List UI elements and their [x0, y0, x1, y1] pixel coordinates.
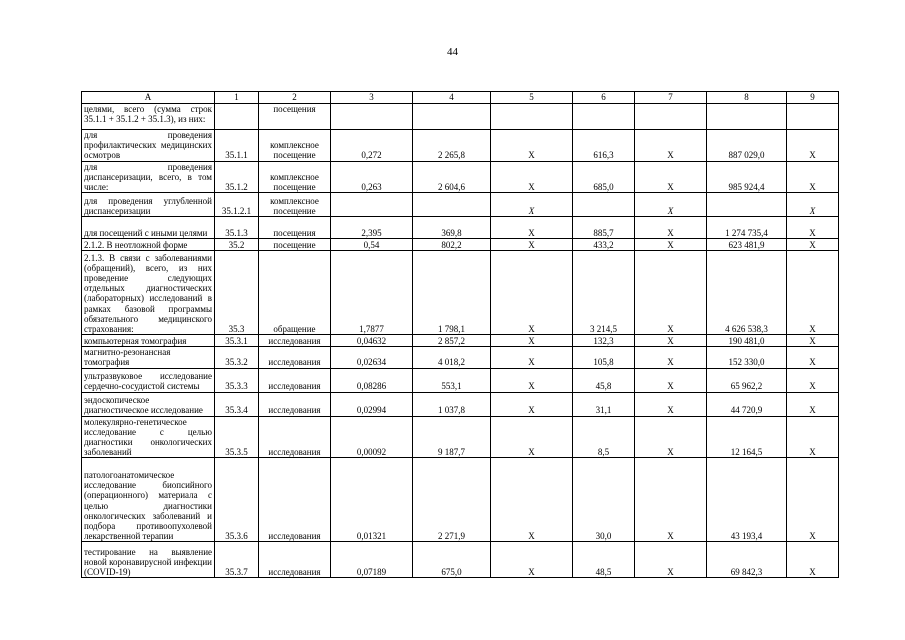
cell-v6: 105,8 — [573, 347, 635, 368]
column-header: 9 — [787, 92, 839, 104]
cell-v6: 8,5 — [573, 416, 635, 458]
row-name-cell: для посещений с иными целями — [82, 217, 215, 239]
cell-v4: 675,0 — [413, 542, 491, 578]
cell-v8: 12 164,5 — [707, 416, 787, 458]
cell-v7: Х — [635, 193, 707, 217]
column-header: 1 — [215, 92, 259, 104]
row-name-cell: магнитно-резонансная томография — [82, 347, 215, 368]
table-row — [82, 458, 839, 542]
cell-v6: 616,3 — [573, 130, 635, 162]
cell-v6: 433,2 — [573, 239, 635, 251]
cell-v5: Х — [491, 217, 573, 239]
table-row — [82, 161, 839, 193]
cell-unit: исследования — [259, 368, 331, 392]
cell-v8: 65 962,2 — [707, 368, 787, 392]
cell-code: 35.3.5 — [215, 416, 259, 458]
table-row — [82, 104, 839, 130]
row-name-cell: эндоскопическое диагностическое исследование — [82, 392, 215, 416]
cell-v5: Х — [491, 416, 573, 458]
cell-v7: Х — [635, 416, 707, 458]
cell-v4: 369,8 — [413, 217, 491, 239]
cell-v9: Х — [787, 239, 839, 251]
cell-code: 35.3.3 — [215, 368, 259, 392]
cell-v3: 0,01321 — [331, 458, 413, 542]
cell-v5: Х — [491, 458, 573, 542]
cell-unit: исследования — [259, 347, 331, 368]
cell-v8 — [707, 104, 787, 130]
cell-v3 — [331, 193, 413, 217]
cell-v4: 553,1 — [413, 368, 491, 392]
cell-v7: Х — [635, 368, 707, 392]
cell-unit: обращение — [259, 251, 331, 335]
table-row — [82, 193, 839, 217]
cell-code: 35.1.2 — [215, 161, 259, 193]
cell-v8: 1 274 735,4 — [707, 217, 787, 239]
cell-v8: 623 481,9 — [707, 239, 787, 251]
cell-v6: 885,7 — [573, 217, 635, 239]
table-row — [82, 251, 839, 335]
table-row — [82, 239, 839, 251]
row-name-cell: для проведения профилактических медицинских осмотров — [82, 130, 215, 162]
table-row — [82, 368, 839, 392]
cell-v4: 2 604,6 — [413, 161, 491, 193]
cell-v8: 69 842,3 — [707, 542, 787, 578]
cell-v5: Х — [491, 542, 573, 578]
cell-v8: 44 720,9 — [707, 392, 787, 416]
cell-v3: 2,395 — [331, 217, 413, 239]
cell-v6 — [573, 193, 635, 217]
cell-v4: 9 187,7 — [413, 416, 491, 458]
cell-v9: Х — [787, 335, 839, 347]
cell-v3: 0,00092 — [331, 416, 413, 458]
row-name-cell: ультразвуковое исследование сердечно-сосудистой системы — [82, 368, 215, 392]
cell-v4: 1 798,1 — [413, 251, 491, 335]
cell-v3: 0,08286 — [331, 368, 413, 392]
row-name-cell: молекулярно-генетическое исследование с целью диагностики онкологических заболеваний — [82, 416, 215, 458]
cell-v8: 152 330,0 — [707, 347, 787, 368]
cell-v9 — [787, 104, 839, 130]
row-name-cell: для проведения углубленной диспансеризации — [82, 193, 215, 217]
cell-unit: исследования — [259, 335, 331, 347]
cell-v5: Х — [491, 161, 573, 193]
cell-v9: Х — [787, 161, 839, 193]
cell-v3: 0,07189 — [331, 542, 413, 578]
cell-unit: комплексное посещение — [259, 130, 331, 162]
cell-v7: Х — [635, 392, 707, 416]
cell-v5: Х — [491, 347, 573, 368]
cell-v3: 1,7877 — [331, 251, 413, 335]
cell-v9: Х — [787, 368, 839, 392]
cell-code: 35.1.1 — [215, 130, 259, 162]
cell-v7: Х — [635, 130, 707, 162]
cell-v9: Х — [787, 130, 839, 162]
table-row — [82, 542, 839, 578]
cell-v9: Х — [787, 217, 839, 239]
cell-v9: Х — [787, 416, 839, 458]
cell-v6 — [573, 104, 635, 130]
cell-v9: Х — [787, 542, 839, 578]
cell-v4: 1 037,8 — [413, 392, 491, 416]
cell-v7: Х — [635, 458, 707, 542]
column-header: 8 — [707, 92, 787, 104]
cell-v7: Х — [635, 542, 707, 578]
cell-v9: Х — [787, 193, 839, 217]
cell-v9: Х — [787, 251, 839, 335]
cell-code: 35.3.6 — [215, 458, 259, 542]
cell-v5: Х — [491, 251, 573, 335]
cell-v8 — [707, 193, 787, 217]
cell-v7: Х — [635, 251, 707, 335]
cell-v3: 0,02634 — [331, 347, 413, 368]
cell-code: 35.1.3 — [215, 217, 259, 239]
table-row — [82, 392, 839, 416]
cell-v7: Х — [635, 239, 707, 251]
cell-unit: посещения — [259, 217, 331, 239]
cell-unit: посещения — [259, 104, 331, 130]
cell-v9: Х — [787, 347, 839, 368]
cell-v7 — [635, 104, 707, 130]
header-row — [82, 92, 839, 104]
row-name-cell: 2.1.2. В неотложной форме — [82, 239, 215, 251]
row-name-cell: 2.1.3. В связи с заболеваниями (обращений), всего, из них проведение следующих отдельных диагностических (лабораторных) исследований в рамках базовой программы обязательного медицинского страхования: — [82, 251, 215, 335]
cell-v6: 685,0 — [573, 161, 635, 193]
cell-v6: 48,5 — [573, 542, 635, 578]
cell-v3: 0,263 — [331, 161, 413, 193]
cell-v5: Х — [491, 392, 573, 416]
cell-code: 35.2 — [215, 239, 259, 251]
cell-v3: 0,54 — [331, 239, 413, 251]
cell-v5: Х — [491, 193, 573, 217]
cell-v8: 887 029,0 — [707, 130, 787, 162]
cell-v8: 43 193,4 — [707, 458, 787, 542]
cell-v7: Х — [635, 161, 707, 193]
cell-v8: 190 481,0 — [707, 335, 787, 347]
cell-code — [215, 104, 259, 130]
cell-unit: исследования — [259, 458, 331, 542]
column-header: 3 — [331, 92, 413, 104]
cell-v3 — [331, 104, 413, 130]
cell-code: 35.3 — [215, 251, 259, 335]
column-header: 4 — [413, 92, 491, 104]
cell-unit: исследования — [259, 392, 331, 416]
cell-v6: 132,3 — [573, 335, 635, 347]
cell-v4: 2 857,2 — [413, 335, 491, 347]
cell-v3: 0,04632 — [331, 335, 413, 347]
cell-v8: 4 626 538,3 — [707, 251, 787, 335]
row-name-cell: компьютерная томография — [82, 335, 215, 347]
column-header: 6 — [573, 92, 635, 104]
row-name-cell: тестирование на выявление новой коронавирусной инфекции (COVID-19) — [82, 542, 215, 578]
cell-v6: 3 214,5 — [573, 251, 635, 335]
cell-code: 35.3.7 — [215, 542, 259, 578]
table-row — [82, 347, 839, 368]
cell-v5: Х — [491, 368, 573, 392]
table-row — [82, 416, 839, 458]
table-row — [82, 130, 839, 162]
cell-v4: 4 018,2 — [413, 347, 491, 368]
table-row — [82, 217, 839, 239]
cell-unit: исследования — [259, 542, 331, 578]
cell-code: 35.1.2.1 — [215, 193, 259, 217]
cell-v6: 30,0 — [573, 458, 635, 542]
cell-unit: исследования — [259, 416, 331, 458]
cell-unit: посещение — [259, 239, 331, 251]
column-header: 2 — [259, 92, 331, 104]
cell-v5 — [491, 104, 573, 130]
column-header: 7 — [635, 92, 707, 104]
cell-v6: 31,1 — [573, 392, 635, 416]
cell-unit: комплексное посещение — [259, 161, 331, 193]
cell-v7: Х — [635, 217, 707, 239]
row-name-cell: для проведения диспансеризации, всего, в том числе: — [82, 161, 215, 193]
cell-v9: Х — [787, 458, 839, 542]
cell-v4: 2 265,8 — [413, 130, 491, 162]
cell-unit: комплексное посещение — [259, 193, 331, 217]
cell-v8: 985 924,4 — [707, 161, 787, 193]
cell-v5: Х — [491, 335, 573, 347]
page-number: 44 — [447, 46, 458, 58]
cell-v4: 802,2 — [413, 239, 491, 251]
column-header: А — [82, 92, 215, 104]
cell-v4 — [413, 193, 491, 217]
cell-code: 35.3.1 — [215, 335, 259, 347]
cell-v7: Х — [635, 335, 707, 347]
cell-v4: 2 271,9 — [413, 458, 491, 542]
cell-code: 35.3.2 — [215, 347, 259, 368]
cell-v5: Х — [491, 239, 573, 251]
cell-v5: Х — [491, 130, 573, 162]
row-name-cell: целями, всего (сумма строк 35.1.1 + 35.1.2 + 35.1.3), из них: — [82, 104, 215, 130]
cell-code: 35.3.4 — [215, 392, 259, 416]
cell-v6: 45,8 — [573, 368, 635, 392]
table-row — [82, 335, 839, 347]
row-name-cell: патологоанатомическое исследование биопсийного (операционного) материала с целью диагностики онкологических заболеваний и подбора противоопухолевой лекарственной терапии — [82, 458, 215, 542]
cell-v3: 0,272 — [331, 130, 413, 162]
cell-v3: 0,02994 — [331, 392, 413, 416]
cell-v9: Х — [787, 392, 839, 416]
cell-v4 — [413, 104, 491, 130]
column-header: 5 — [491, 92, 573, 104]
cell-v7: Х — [635, 347, 707, 368]
data-table — [81, 91, 839, 578]
